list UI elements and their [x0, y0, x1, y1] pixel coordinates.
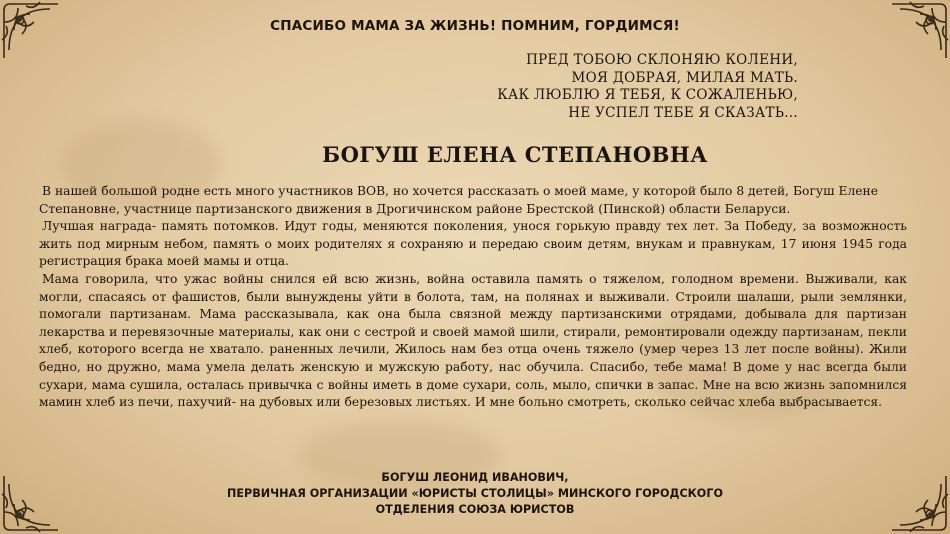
poem-block — [497, 52, 798, 122]
author-signature-block — [0, 470, 950, 518]
author-organization: ПЕРВИЧНАЯ ОРГАНИЗАЦИИ «ЮРИСТЫ СТОЛИЦЫ» МИНСКОГО ГОРОДСКОГО — [227, 487, 723, 500]
author-name: БОГУШ ЛЕОНИД ИВАНОВИЧ, — [381, 471, 569, 484]
poem-line: КАК ЛЮБЛЮ Я ТЕБЯ, К СОЖАЛЕНЬЮ, — [497, 87, 798, 103]
story-paragraph: Лучшая награда- память потомков. Идут годы, меняются поколения, унося горькую правду тех лет. За Победу, за возможность жить под мирным небом, память о моих родителях я сохраняю и передаю своим детям, внукам и правнукам, 17 июня 1945 года регистрация брака моей мамы и отца. — [39, 219, 907, 269]
story-body — [39, 183, 907, 412]
person-name-heading: БОГУШ ЕЛЕНА СТЕПАНОВНА — [322, 142, 708, 167]
poem-line: ПРЕД ТОБОЮ СКЛОНЯЮ КОЛЕНИ, — [526, 52, 798, 68]
author-organization-continued: ОТДЕЛЕНИЯ СОЮЗА ЮРИСТОВ — [375, 503, 575, 516]
story-paragraph: Мама говорила, что ужас войны снился ей всю жизнь, война оставила память о тяжелом, голодном времени. Выживали, как могли, спасаясь от фашистов, были вынуждены уйти в болота, там, на полянах и выживали. Строили шалаши, рыли землянки, помогали партизанам. Мама рассказывала, как она была связной между партизанскими отрядами, добывала для партизан лекарства и перевязочные материалы, как они с сестрой и своей мамой шили, стирали, ремонтировали одежду партизанам, пекли хлеб, которого всегда не хватало. раненных лечили, Жилось нам без отца очень тяжело (умер через 13 лет после войны). Жили бедно, но дружно, мама умела делать женскую и мужскую работу, нас обучила. Спасибо, тебе мама! В доме у нас всегда были сухари, мама сушила, осталась привычка с войны иметь в доме сухари, соль, мыло, спички в запас. Мне на всю жизнь запомнился мамин хлеб из печи, пахучий- на дубовых или березовых листьях. И мне больно смотреть, сколько сейчас хлеба выбрасывается. — [39, 271, 907, 410]
story-paragraph: В нашей большой родне есть много участников ВОВ, но хочется рассказать о моей маме, у которой было 8 детей, Богуш Елене Степановне, участнице партизанского движения в Дрогичинском районе Брестской (Пинской) области Беларуси. — [39, 184, 879, 216]
poem-line: МОЯ ДОБРАЯ, МИЛАЯ МАТЬ. — [571, 69, 798, 86]
page-header-title: СПАСИБО МАМА ЗА ЖИЗНЬ! ПОМНИМ, ГОРДИМСЯ! — [270, 18, 680, 34]
poem-line: НЕ УСПЕЛ ТЕБЕ Я СКАЗАТЬ... — [568, 104, 798, 121]
